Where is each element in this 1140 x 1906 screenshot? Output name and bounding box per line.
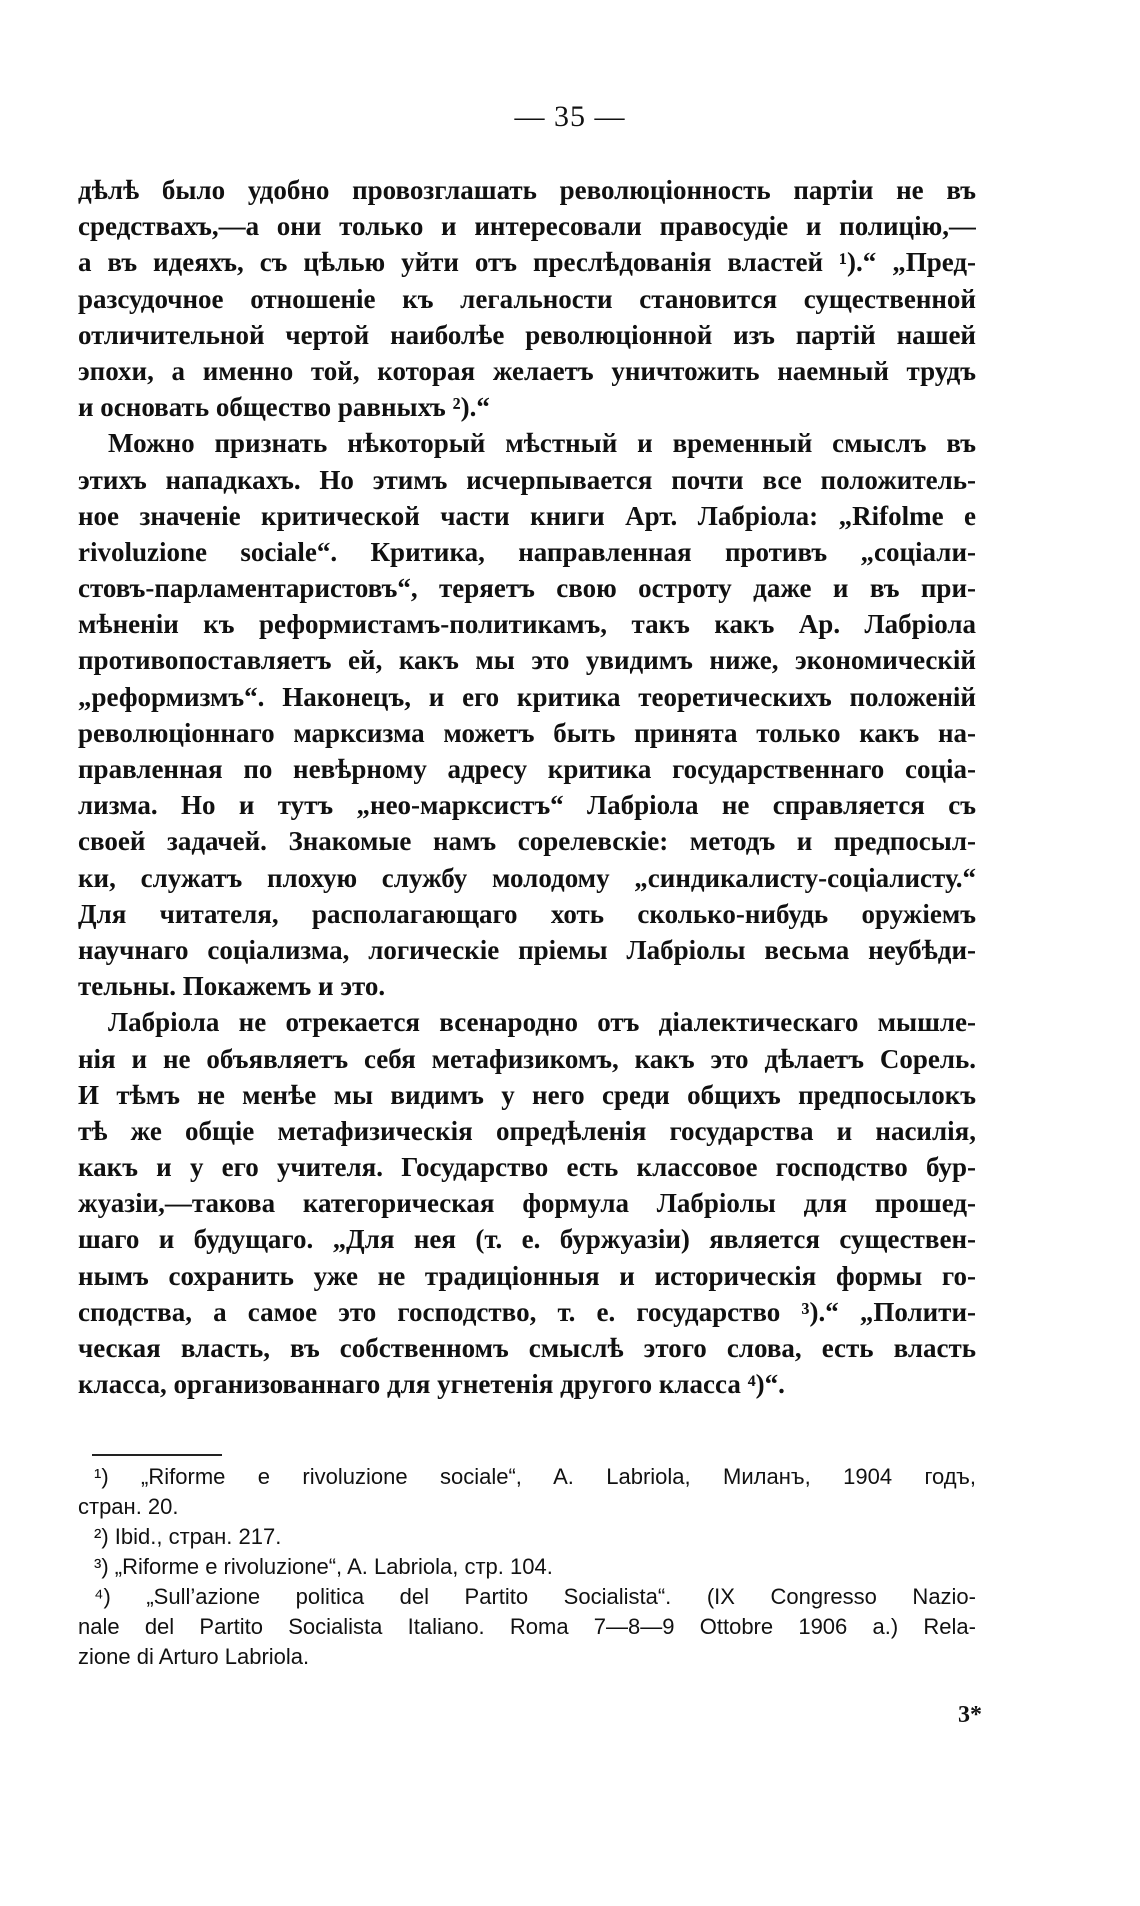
text-line: дѣлѣ было удобно провозглашать революціонность партіи не въ (78, 175, 976, 205)
signature-mark: 3* (958, 1702, 982, 1728)
text-line: стовъ-парламентаристовъ“, теряетъ свою остроту даже и въ при- (78, 573, 976, 604)
text-line: эпохи, а именно той, которая желаетъ уничтожить наемный трудъ (78, 355, 976, 386)
text-line: сподства, а самое это господство, т. е. государство ³).“ „Полити- (78, 1296, 976, 1327)
text-line: тельны. Покажемъ и это. (78, 971, 386, 1002)
text-line: отличительной чертой наиболѣе революціонной изъ партій нашей (78, 319, 976, 350)
text-line: разсудочное отношеніе къ легальности становится существенной (78, 283, 976, 314)
text-line: правленная по невѣрному адресу критика государственнаго соціа- (78, 754, 976, 784)
text-line: лизма. Но и тутъ „нео-марксистъ“ Лабріола не справляется съ (78, 790, 976, 821)
text-line: шаго и будущаго. „Для нея (т. е. буржуазіи) является существен- (78, 1224, 976, 1255)
text-line: этихъ нападкахъ. Но этимъ исчерпывается почти все положитель- (78, 464, 976, 495)
text-line: Лабріола не отрекается всенародно отъ діалектическаго мышле- (108, 1007, 976, 1038)
footnote-line: zione di Arturo Labriola. (78, 1644, 310, 1669)
text-line: класса, организованнаго для угнетенія другого класса ⁴)“. (78, 1369, 785, 1400)
text-line: и основать общество равныхъ ²).“ (78, 392, 490, 423)
page-number: — 35 — (514, 100, 626, 133)
text-line: а въ идеяхъ, съ цѣлью уйти отъ преслѣдованія властей ¹).“ „Пред- (78, 247, 976, 278)
text-line: какъ и у его учителя. Государство есть классовое господство бур- (78, 1152, 976, 1183)
text-line: „реформизмъ“. Наконецъ, и его критика теоретическихъ положеній (78, 681, 976, 712)
footnote-line: стран. 20. (78, 1494, 179, 1519)
footnote-line: ²) Ibid., стран. 217. (94, 1524, 282, 1549)
footnote-divider (92, 1454, 222, 1456)
text-line: rivoluzione sociale“. Критика, направленная противъ „соціали- (78, 536, 976, 567)
text-line: нія и не объявляетъ себя метафизикомъ, какъ это дѣлаетъ Сорель. (78, 1043, 976, 1074)
text-line: средствахъ,—а они только и интересовали правосудіе и полицію,— (78, 211, 976, 242)
text-line: ное значеніе критической части книги Арт. Лабріола: „Rifolme e (78, 500, 976, 531)
text-line: Можно признать нѣкоторый мѣстный и временный смыслъ въ (108, 428, 976, 459)
text-line: нымъ сохранить уже не традиціонныя и историческія формы го- (78, 1260, 976, 1291)
text-line: научнаго соціализма, логическіе пріемы Лабріолы весьма неубѣди- (78, 934, 976, 965)
text-line: ки, служатъ плохую службу молодому „синдикалисту-соціалисту.“ (78, 862, 976, 893)
body-text (78, 172, 976, 1402)
text-line: революціоннаго марксизма можетъ быть принята только какъ на- (78, 717, 976, 748)
footnotes (78, 1462, 976, 1672)
text-line: тѣ же общіе метафизическія опредѣленія государства и насилія, (78, 1115, 976, 1146)
text-line: противопоставляетъ ей, какъ мы это увидимъ ниже, экономическій (78, 645, 976, 676)
text-line: ческая власть, въ собственномъ смыслѣ этого слова, есть власть (78, 1333, 976, 1363)
footnote-line: ¹) „Riforme e rivoluzione sociale“, A. Labriola, Миланъ, 1904 годъ, (94, 1464, 976, 1489)
footnote-line: ⁴) „Sull’azione politica del Partito Socialista“. (IX Congresso Nazio- (94, 1584, 976, 1609)
text-line: Для читателя, располагающаго хоть сколько-нибудь оружіемъ (78, 898, 976, 929)
text-line: мѣненіи къ реформистамъ-политикамъ, такъ какъ Ар. Лабріола (78, 609, 976, 640)
footnote-line: nale del Partito Socialista Italiano. Roma 7—8—9 Ottobre 1906 a.) Rela- (78, 1614, 976, 1639)
text-line: своей задачей. Знакомые намъ сорелевскіе: методъ и предпосыл- (78, 826, 976, 857)
footnote-line: ³) „Riforme e rivoluzione“, A. Labriola, стр. 104. (94, 1554, 553, 1579)
text-line: И тѣмъ не менѣе мы видимъ у него среди общихъ предпосылокъ (78, 1079, 976, 1110)
text-line: жуазіи,—такова категорическая формула Лабріолы для прошед- (78, 1188, 976, 1219)
